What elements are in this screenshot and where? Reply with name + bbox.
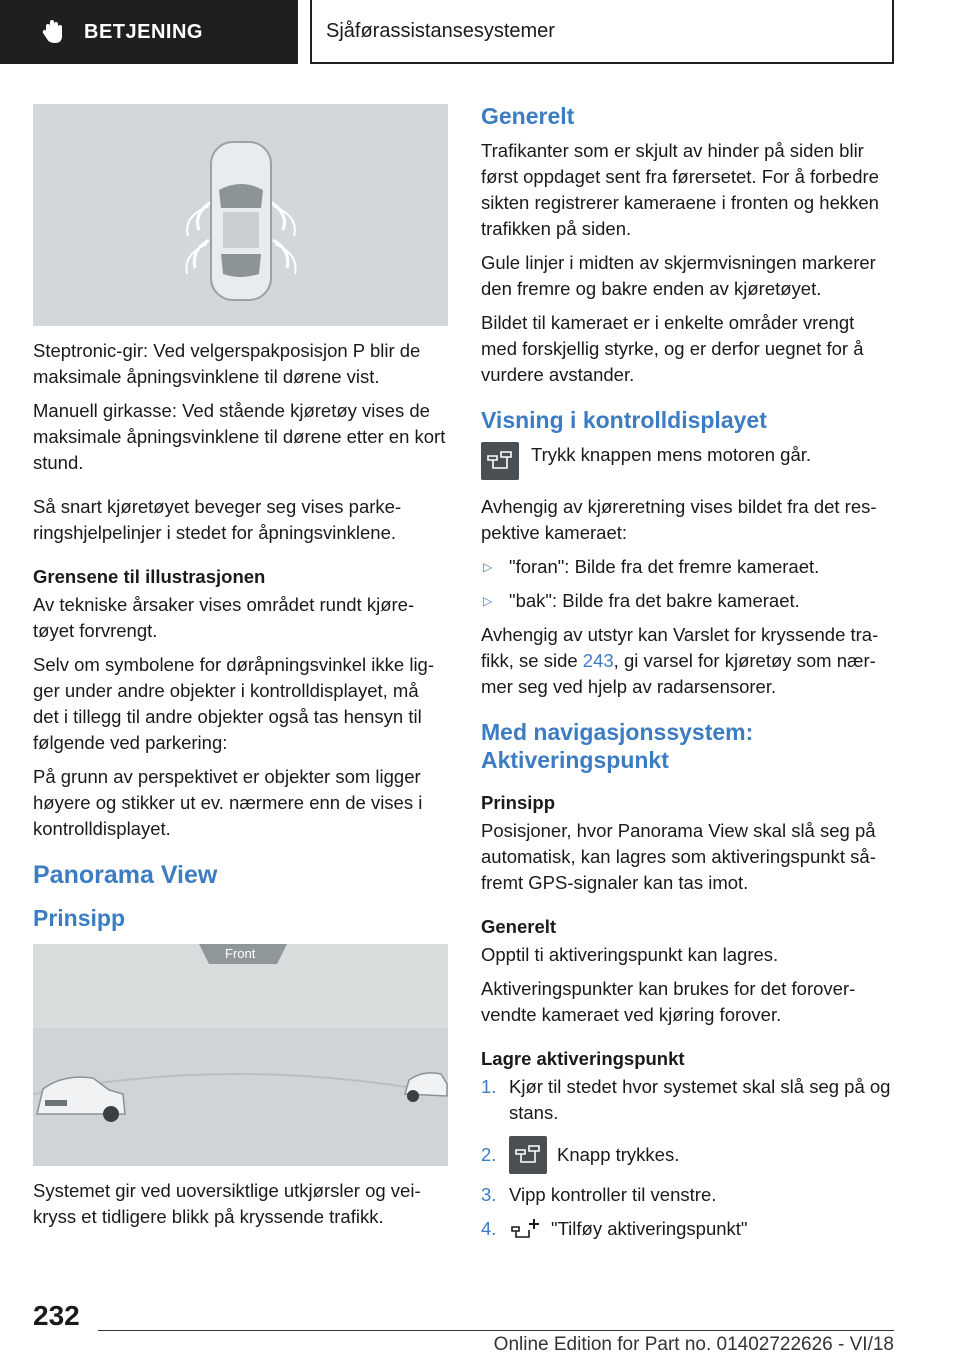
list-item	[481, 1216, 893, 1242]
paragraph: Gule linjer i midten av skjermvisningen markerer den fremre og bakre enden av kjøretøyet.	[481, 252, 876, 299]
paragraph: Bildet til kameraet er i enkelte områder vrengt med forskjellig styrke, og er derfor uegnet for å vurdere avstander.	[481, 312, 864, 385]
paragraph: På grunn av perspektivet er objekter som ligger høyere og stikker ut ev. nærmere enn de vises i kontrolldisplayet.	[33, 766, 423, 839]
subheading: Grensene til illustrasjonen	[33, 566, 266, 587]
paragraph: Selv om symbolene for døråpningsvinkel ikke ligger under andre objekter i kontrolldisplayet, må det i tillegg til andre objekter også tas hensyn til følgende ved parkering:	[33, 654, 435, 753]
icon-text: Trykk knappen mens motoren går.	[531, 444, 812, 465]
step-text: Kjør til stedet hvor systemet skal slå seg på og stans.	[509, 1076, 891, 1123]
paragraph: Manuell girkasse: Ved stående kjøretøy vises de maksimale åpningsvinklene til dørene etter en kort stund.	[33, 400, 446, 473]
paragraph: Systemet gir ved uoversiktlige utkjørsler og veikryss et tidligere blikk på kryssende trafikk.	[33, 1180, 421, 1227]
header-chapter	[310, 0, 894, 64]
text: , gi varsel for kjøretøy som nærmer seg ved hjelp av radarsensorer.	[481, 650, 876, 697]
subheading: Prinsipp	[481, 792, 556, 813]
left-column	[33, 104, 448, 1238]
step-number: 1.	[481, 1076, 497, 1097]
triangle-bullet-icon: ▷	[483, 594, 493, 608]
camera-button-icon	[481, 442, 519, 480]
panorama-view-illustration	[33, 944, 448, 1166]
step-number: 3.	[481, 1184, 497, 1205]
hand-icon	[40, 19, 66, 45]
paragraph: Avhengig av kjøreretning vises bildet fra det respektive kameraet:	[481, 496, 877, 543]
list-item	[481, 1182, 893, 1208]
front-label: Front	[225, 946, 256, 961]
paragraph: Aktiveringspunkter kan brukes for det forovervendte kameraet ved kjøring forover.	[481, 978, 856, 1025]
paragraph: Posisjoner, hvor Panorama View skal slå seg på automatisk, kan lagres som aktiveringspunkt såfremt GPS-signaler kan tas imot.	[481, 820, 876, 893]
paragraph: Opptil ti aktiveringspunkt kan lagres.	[481, 944, 779, 965]
add-activation-point-icon	[509, 1217, 543, 1241]
triangle-bullet-icon: ▷	[483, 560, 493, 574]
paragraph: Steptronic-gir: Ved velgerspakposisjon P blir de maksimale åpningsvinklene til dørene vist.	[33, 340, 421, 387]
door-angle-illustration	[33, 104, 448, 326]
step-number: 4.	[481, 1218, 497, 1239]
step-text: "Tilføy aktiveringspunkt"	[551, 1218, 748, 1239]
step-text: Knapp trykkes.	[557, 1144, 680, 1165]
subheading: Generelt	[481, 916, 557, 937]
page-number: 232	[33, 1300, 80, 1331]
subheading: Lagre aktiveringspunkt	[481, 1048, 685, 1069]
heading-panorama-view: Panorama View	[33, 861, 218, 889]
heading-visning: Visning i kontrolldisplayet	[481, 407, 767, 433]
list-item	[481, 554, 893, 580]
list-item	[481, 588, 893, 614]
list-item	[481, 1136, 893, 1174]
heading-generelt: Generelt	[481, 103, 575, 129]
paragraph: Så snart kjøretøyet beveger seg vises parkeringshjelpelinjer i stedet for åpningsvinklene.	[33, 496, 402, 543]
chapter-title: Sjåførassistansesystemer	[326, 19, 555, 42]
edition-text: Online Edition for Part no. 01402722626 - VI/18	[493, 1334, 894, 1355]
bullet-text: "foran": Bilde fra det fremre kameraet.	[509, 556, 820, 577]
step-number: 2.	[481, 1144, 497, 1165]
step-text: Vipp kontroller til venstre.	[509, 1184, 717, 1205]
footer-divider	[98, 1330, 894, 1331]
header-section-tab	[0, 0, 298, 64]
section-title: BETJENING	[84, 20, 203, 43]
bullet-text: "bak": Bilde fra det bakre kameraet.	[509, 590, 800, 611]
right-column	[481, 102, 893, 1250]
heading-prinsipp: Prinsipp	[33, 905, 126, 931]
icon-instruction	[481, 442, 893, 480]
paragraph	[481, 622, 893, 700]
paragraph: Av tekniske årsaker vises området rundt kjøretøyet forvrengt.	[33, 594, 415, 641]
paragraph: Trafikanter som er skjult av hinder på siden blir først oppdaget sent fra førersetet. For å forbedre sikten registrerer kameraene i fronten og hekken trafikken på siden.	[481, 140, 879, 239]
page-link[interactable]: 243	[582, 650, 614, 671]
text: Avhengig av utstyr kan Varslet for kryssende trafikk, se side	[481, 624, 879, 671]
camera-button-icon	[509, 1136, 547, 1174]
list-item	[481, 1074, 893, 1126]
heading-navigation: Med navigasjonssystem: Aktiveringspunkt	[481, 719, 754, 773]
